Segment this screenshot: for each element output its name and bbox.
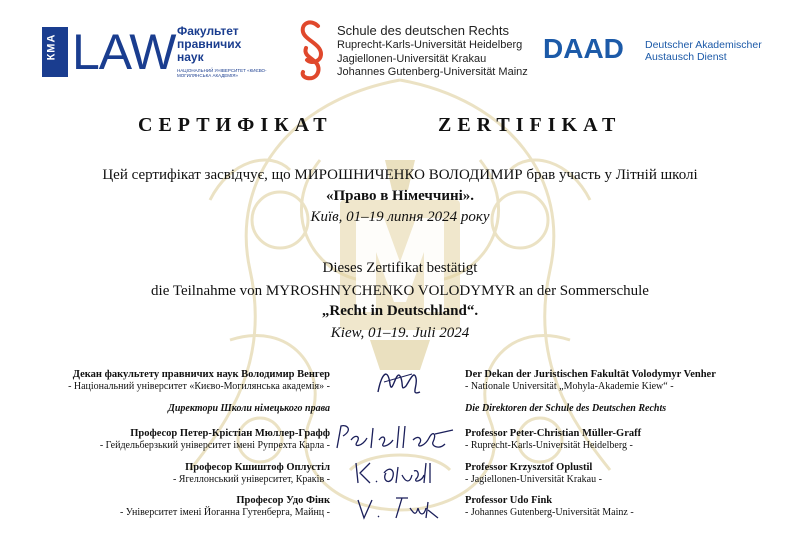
daad-logo: DAAD (543, 33, 624, 64)
prof2-ua-affiliation: - Ягеллонський університет, Краків - (172, 474, 330, 485)
de-text-line-2: die Teilnahme von MYROSHNYCHENKO VOLODYMYR an der Sommerschule (151, 283, 649, 299)
prof2-de-block (465, 462, 602, 486)
daad-sub-line-2: Austausch Dienst (645, 51, 727, 63)
directors-ua: Директори Школи німецького права (168, 403, 330, 414)
ua-school-title: «Право в Німеччині». (325, 188, 475, 204)
daad-sub-line-1: Deutscher Akademischer (645, 39, 762, 51)
prof2-de-name: Professor Krzysztof Oplustil (465, 462, 593, 473)
prof3-signature (352, 492, 442, 522)
prof1-signature (333, 420, 458, 456)
prof1-ua-block (100, 428, 330, 452)
dean-de-block (465, 369, 716, 393)
faculty-subtitle: НАЦІОНАЛЬНИЙ УНІВЕРСИТЕТ «КИЄВО-МОГИЛЯНСЬКА АКАДЕМІЯ» (177, 68, 267, 78)
dean-signature (370, 362, 430, 402)
prof1-de-block (465, 428, 641, 452)
prof3-de-block (465, 495, 634, 519)
ua-date: Київ, 01–19 липня 2024 року (310, 209, 490, 225)
faculty-title: Факультет правничих наук (177, 24, 242, 64)
kma-vertical-box (42, 27, 68, 77)
heading-ua: СЕРТИФІКАТ (138, 114, 333, 136)
prof1-ua-name: Професор Петер-Крістіан Мюллер-Графф (130, 428, 330, 439)
prof3-ua-block (120, 495, 330, 519)
de-school-title: „Recht in Deutschland“. (321, 303, 479, 319)
prof2-ua-name: Професор Кшиштоф Оплустіл (185, 462, 330, 473)
de-date: Kiew, 01–19. Juli 2024 (330, 325, 470, 341)
dean-de-affiliation: - Nationale Universität „Mohyla-Akademie Kiew“ - (465, 381, 674, 392)
sdr-line-4: Johannes Gutenberg-Universität Mainz (337, 66, 528, 78)
prof3-de-name: Professor Udo Fink (465, 495, 553, 506)
sdr-line-3: Jagiellonen-Universität Krakau (337, 52, 487, 65)
kma-vertical-text: КМА (45, 33, 58, 61)
kma-law-logo (42, 24, 176, 80)
paragraph-section-icon (297, 20, 327, 82)
dean-ua-block (68, 369, 330, 393)
prof3-ua-name: Професор Удо Фінк (236, 495, 330, 506)
prof1-de-name: Professor Peter-Christian Müller-Graff (465, 428, 642, 439)
daad-subtitle (645, 39, 762, 63)
sdr-line-1: Schule des deutschen Rechts (337, 23, 509, 38)
directors-de: Die Direktoren der Schule des Deutschen Rechts (465, 403, 667, 414)
prof3-ua-affiliation: - Університет імені Йоганна Гутенберга, Майнц - (119, 507, 330, 518)
prof1-ua-affiliation: - Гейдельберзький університет імені Рупрехта Карла - (99, 440, 330, 451)
dean-ua-affiliation: - Національний університет «Києво-Могилянська академія» - (68, 381, 330, 392)
prof2-signature (352, 457, 438, 487)
kma-law-text: LAW (72, 24, 176, 80)
prof2-ua-block (173, 462, 330, 486)
prof3-de-affiliation: - Johannes Gutenberg-Universität Mainz - (465, 507, 634, 518)
sdr-line-2: Ruprecht-Karls-Universität Heidelberg (337, 39, 523, 51)
prof1-de-affiliation: - Ruprecht-Karls-Universität Heidelberg - (465, 440, 633, 451)
de-text-line-1: Dieses Zertifikat bestätigt (322, 260, 478, 276)
dean-ua-name: Декан факультету правничих наук Володимир Венгер (72, 369, 330, 380)
heading-de: ZERTIFIKAT (438, 114, 622, 136)
ua-text-line-1: Цей сертифікат засвідчує, що МИРОШНИЧЕНКО ВОЛОДИМИР брав участь у Літній школі (102, 167, 698, 183)
dean-de-name: Der Dekan der Juristischen Fakultät Volodymyr Venher (465, 369, 716, 380)
sdr-text-block (337, 22, 528, 80)
prof2-de-affiliation: - Jagiellonen-Universität Krakau - (465, 474, 602, 485)
